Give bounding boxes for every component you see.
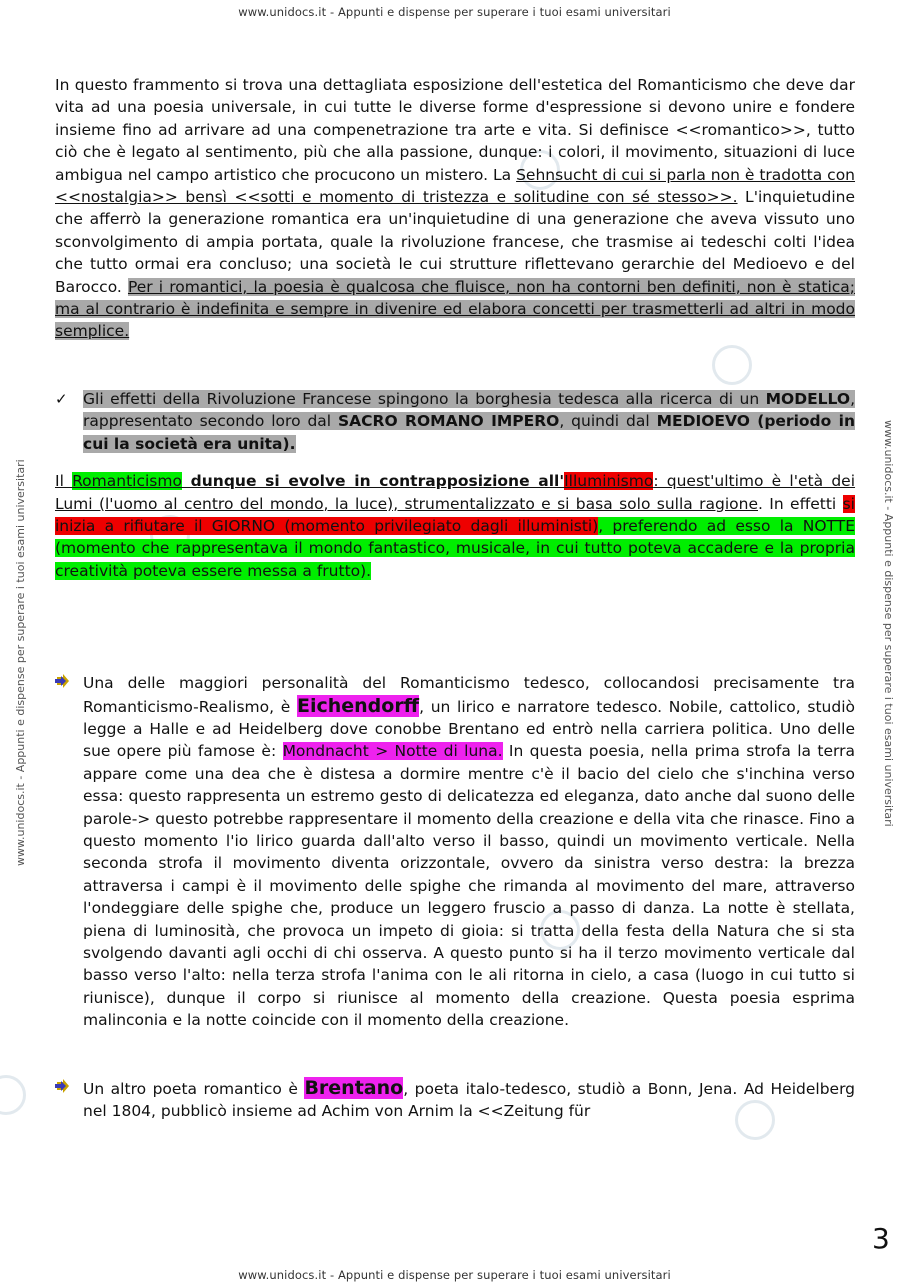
list-item-eichendorff bbox=[55, 672, 855, 1032]
watermark-logo bbox=[0, 1075, 26, 1115]
watermark-bottom[interactable]: www.unidocs.it - Appunti e dispense per superare i tuoi esami universitari bbox=[238, 1268, 671, 1282]
highlighted-poetry-definition: Per i romantici, la poesia è qualcosa che fluisce, non ha contorni ben definiti, non è statica; ma al contrario è indefinita e sempre in divenire ed elabora concetti per trasmetterli ad altri in modo semplice. bbox=[55, 277, 855, 341]
paragraph-aesthetics: In questo frammento si trova una dettagliata esposizione dell'estetica del Romanticismo che deve dar vita ad una poesia universale, in cui tutte le diverse forme d'espressione si devono unire e fondere insieme fino ad arrivare ad una compenetrazione tra arte e vita. Si definisce <<romantico>>, tutto ciò che è legato al sentimento, più che alla passione, dunque: i colori, il movimento, situazioni di luce ambigua nel campo artistico che procucono un mistero. La Sehnsucht di cui si parla non è tradotta con <<nostalgia>> bensì <<sotti e momento di tristezza e solitudine con sé stesso>>. L'inquietudine che afferrò la generazione romantica era un'inquietudine di una generazione che aveva vissuto uno sconvolgimento di ampia portata, quale la rivoluzione francese, che trasmise ai tedeschi colti l'idea che tutto ormai era concluso; una società le cui strutture riflettevano gerarchie del Medioevo e del Barocco. Per i romantici, la poesia è qualcosa che fluisce, non ha contorni ben definiti, non è statica; ma al contrario è indefinita e sempre in divenire ed elabora concetti per trasmetterli ad altri in modo semplice. bbox=[55, 76, 856, 341]
watermark-top[interactable]: www.unidocs.it - Appunti e dispense per superare i tuoi esami universitari bbox=[238, 5, 671, 19]
romanticism-highlight: Romanticismo bbox=[72, 472, 182, 491]
enlightenment-highlight: Illuminismo bbox=[564, 472, 654, 491]
day-rejection-highlight: si inizia a rifiutare il GIORNO (momento privilegiato dagli illuministi) bbox=[55, 494, 855, 535]
watermark-left: www.unidocs.it - Appunti e dispense per superare i tuoi esami universitari bbox=[14, 459, 27, 866]
arrow-bullet-icon bbox=[55, 1079, 69, 1093]
document-body bbox=[55, 74, 855, 1122]
brentano-name: Brentano bbox=[304, 1076, 404, 1099]
sehnsucht-definition: Sehnsucht di cui si parla non è tradotta con <<nostalgia>> bensì <<sotti e momento di tristezza e solitudine con sé stesso>>. bbox=[55, 165, 856, 207]
watermark-right: www.unidocs.it - Appunti e dispense per superare i tuoi esami universitari bbox=[882, 420, 895, 827]
check-icon: ✓ bbox=[55, 389, 68, 408]
page-number: 3 bbox=[872, 1222, 890, 1255]
paragraph-brentano: Un altro poeta romantico è Brentano, poeta italo-tedesco, studiò a Bonn, Jena. Ad Heidelberg nel 1804, pubblicò insieme ad Achim von Arnim la <<Zeitung für bbox=[83, 1076, 856, 1121]
mondnacht-title: Mondnacht > Notte di luna. bbox=[282, 742, 503, 761]
paragraph-romanticism-vs-enlightenment: Il Romanticismo dunque si evolve in contrapposizione all'Illuminismo: quest'ultimo è l'età dei Lumi (l'uomo al centro del mondo, la luce), strumentalizzato e si basa solo sulla ragione. In effetti si inizia a rifiutare il GIORNO (momento privilegiato dagli illuministi), preferendo ad esso la NOTTE (momento che rappresentava il mondo fantastico, musicale, in cui tutto poteva accadere e la propria creatività poteva essere messa a frutto). bbox=[55, 472, 856, 580]
eichendorff-name: Eichendorff bbox=[296, 694, 420, 717]
check-list-item bbox=[55, 388, 855, 455]
list-item-brentano bbox=[55, 1077, 855, 1123]
paragraph-eichendorff: Una delle maggiori personalità del Romanticismo tedesco, collocandosi precisamente tra Romanticismo-Realismo, è Eichendorff, un lirico e narratore tedesco. Nobile, cattolico, studiò legge a Halle e ad Heidelberg dove conobbe Brentano ed entrò nella carriera politica. Uno delle sue opere più famose è: Mondnacht > Notte di luna. In questa poesia, nella prima strofa la terra appare come una dea che è distesa a dormire mentre c'è il bacio del cielo che s'inchina verso essa: questo rappresenta un estremo gesto di delicatezza ed eleganza, dato anche dal suono delle parole-> questo potrebbe rappresentare il momento della creazione e della vita che rinasce. Fino a questo momento l'io lirico guarda dall'alto verso il basso, quindi un movimento verticale. Nella seconda strofa il movimento diventa orizzontale, ovvero da sinistra verso destra: la brezza attraversa i campi è il movimento delle spighe che rimanda al movimento del mare, attraverso l'ondeggiare delle spighe che, produce un leggero fruscio a passo di danza. La notte è stellata, piena di luminosità, che provoca un impeto di gioia: si tratta della festa della Natura che si sta svolgendo davanti agli occhi di chi osserva. A questo punto si ha il terzo movimento verticale dal basso verso l'alto: nella terza strofa l'anima con le ali ritorna in cielo, a casa (luogo in cui tutto si riunisce), dunque il corpo si riunisce al momento della creazione. Questa poesia esprima malinconia e la notte coincide con il momento della creazione. bbox=[83, 674, 855, 1030]
night-preference-highlight: , preferendo ad esso la NOTTE (momento che rappresentava il mondo fantastico, musicale, in cui tutto poteva accadere e la propria creatività poteva essere messa a frutto). bbox=[55, 516, 855, 580]
paragraph-french-revolution: Gli effetti della Rivoluzione Francese spingono la borghesia tedesca alla ricerca di un MODELLO, rappresentato secondo loro dal SACRO ROMANO IMPERO, quindi dal MEDIOEVO (periodo in cui la società era unita). bbox=[83, 389, 856, 453]
arrow-bullet-icon bbox=[55, 674, 69, 688]
